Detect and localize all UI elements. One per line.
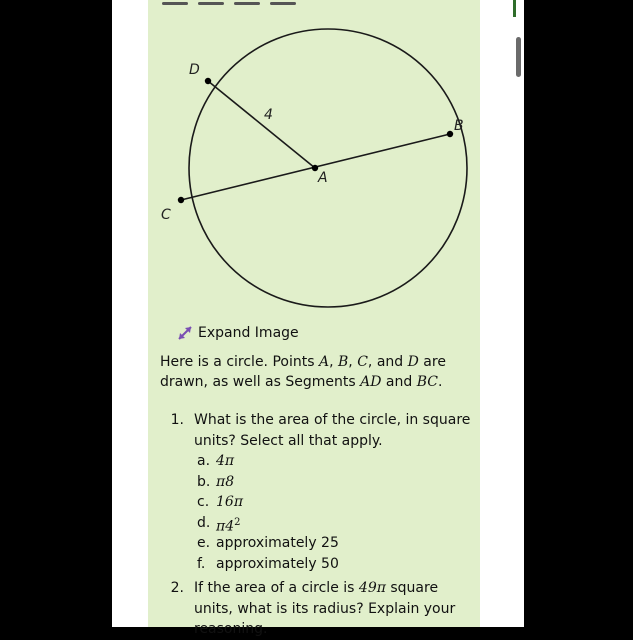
panel-accent-bar — [513, 0, 516, 17]
option-e[interactable]: e. approximately 25 — [197, 535, 339, 551]
point-d — [205, 78, 211, 84]
question-2 — [158, 578, 476, 640]
circle-diagram — [148, 0, 480, 320]
point-c — [178, 197, 184, 203]
option-a[interactable]: a. 4π — [197, 453, 235, 469]
label-c: C — [161, 207, 171, 223]
question-number: 2. — [170, 580, 184, 596]
intro-paragraph: Here is a circle. Points A, B, C, and D are drawn, as well as Segments AD and BC. — [160, 354, 446, 390]
question-text: What is the area of the circle, in square units? Select all that apply. — [194, 412, 471, 449]
circle-outline — [189, 29, 467, 307]
lesson-panel — [148, 0, 480, 637]
option-d[interactable]: d. $\pi 4^2$ — [197, 514, 241, 535]
label-d: D — [189, 62, 200, 78]
option-f[interactable]: f. approximately 50 — [197, 555, 339, 572]
expand-image-label: Expand Image — [198, 325, 299, 341]
device-screen — [112, 0, 524, 637]
answer-options — [194, 451, 476, 574]
question-number: 1. — [170, 412, 184, 428]
segment-ad — [208, 81, 315, 168]
option-c[interactable]: c. 16π — [197, 494, 244, 510]
question-text: If the area of a circle is 49π square units, what is its radius? Explain your reasoning. — [194, 580, 456, 637]
label-a: A — [318, 170, 328, 186]
option-b[interactable]: b. π8 — [197, 473, 235, 490]
question-1 — [158, 410, 476, 574]
point-b — [447, 131, 453, 137]
label-b: B — [454, 118, 464, 134]
scrollbar-thumb[interactable] — [516, 37, 521, 77]
expand-arrows-icon — [176, 324, 194, 342]
label-radius-length: 4 — [264, 107, 273, 123]
expand-image-link[interactable] — [176, 323, 299, 343]
